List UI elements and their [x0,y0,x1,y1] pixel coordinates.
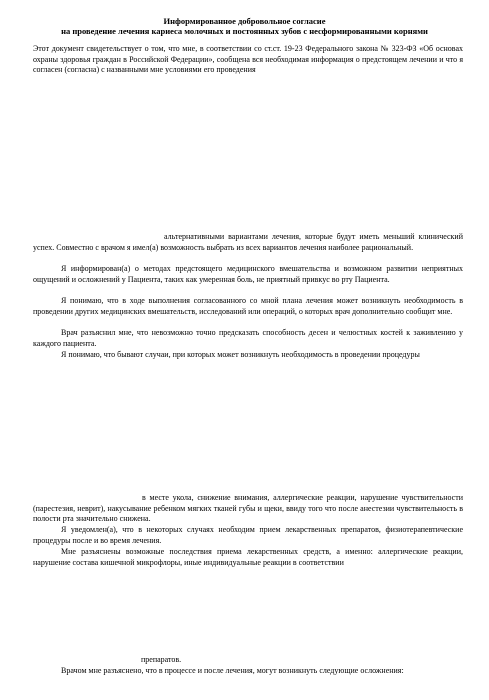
paragraph-medication-consequences: Мне разъяснены возможные последствия приема лекарственных средств, а именно: аллергические реакции, нарушение состава кишечной микрофлоры, иные индивидуальные реакции в соответствии [33,547,463,567]
paragraph-procedure-necessity: Я понимаю, что бывают случаи, при которых может возникнуть необходимость в проведении процедуры [61,350,420,359]
paragraph-anesthesia-effects: в месте укола, снижение внимания, аллергические реакции, нарушение чувствительности (парестезия, неврит), накусывание ребенком мягких тканей губы и щеки, ввиду того что после анестезии чувствительность в полости рта значительно снижена. [33,493,463,523]
paragraph-medication-notice: Я уведомлен(а), что в некоторых случаях необходим прием лекарственных препаратов, физиотерапевтические процедуры после и во время лечения. [33,525,463,545]
paragraph-methods-informed: Я информирован(а) о методах предстоящего медицинского вмешательства и возможном развитии неприятных ощущений и осложнений у Пациента, таких как умеренная боль, не приятный привкус во рту Пациента. [33,264,463,284]
paragraph-complications: Врачом мне разъяснено, что в процессе и после лечения, могут возникнуть следующие осложнения: [61,666,404,675]
paragraph-alternatives: альтернативными вариантами лечения, которые будут иметь меньший клинический успех. Совместно с врачом я имел(а) возможность выбрать из всех вариантов лечения наиболее рациональный. [33,232,463,252]
paragraph-preparations: препаратов. [141,655,182,664]
document-title-line1: Информированное добровольное согласие [163,16,326,26]
document-title-line2: на проведение лечения кариеса молочных и постоянных зубов с несформированными корнями [61,26,428,36]
paragraph-intro: Этот документ свидетельствует о том, что мне, в соответствии со ст.ст. 19-23 Федерального закона № 323-ФЗ «Об основах охраны здоровья граждан в Российской Федерации», сообщена вся необходимая информация о предстоящем лечении и что я согласен (согласна) с названными мне условиями его проведения [33,44,463,74]
paragraph-healing-unpredictable: Врач разъяснил мне, что невозможно точно предсказать способность десен и челюстных костей к заживлению у каждого пациента. [33,328,463,348]
paragraph-additional-interventions: Я понимаю, что в ходе выполнения согласованного со мной плана лечения может возникнуть необходимость в проведении других медицинских вмешательств, исследований или операций, о которых врач дополнительно сообщит мне. [33,296,463,316]
